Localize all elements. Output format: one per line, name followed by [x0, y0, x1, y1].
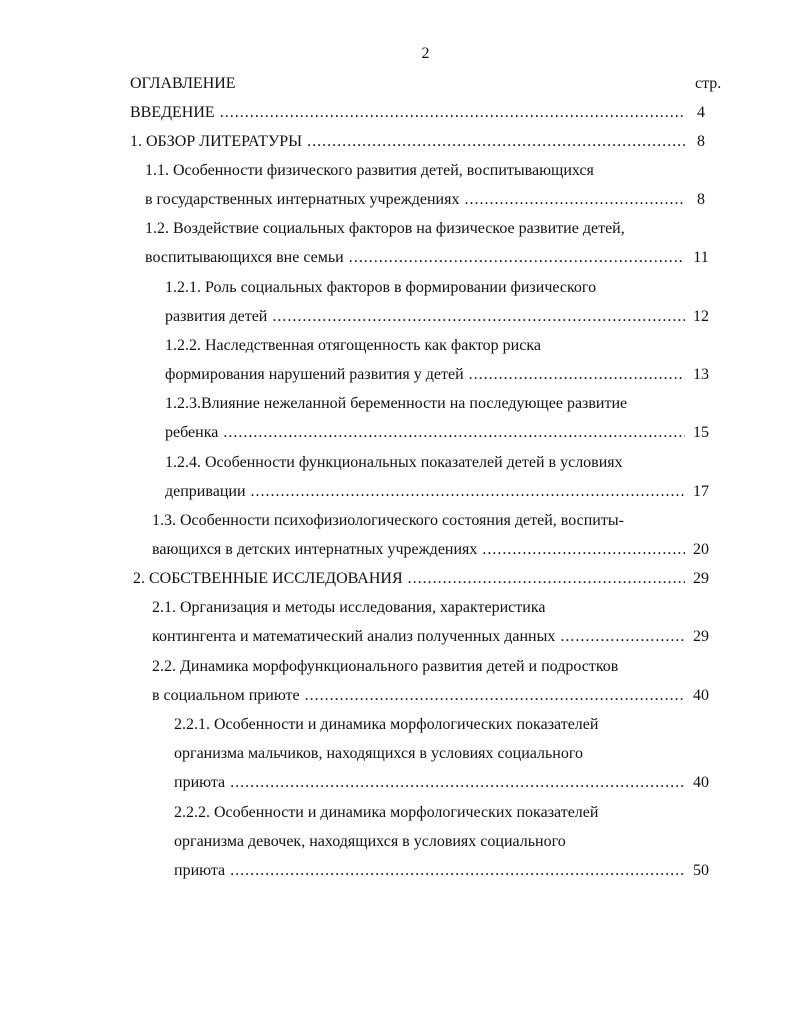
toc-entry-text: 2. СОБСТВЕННЫЕ ИССЛЕДОВАНИЯ .....: [133, 567, 685, 591]
toc-entry-page: 40: [693, 774, 709, 791]
toc-entry-page: 8: [697, 191, 705, 208]
toc-entry-text: 1.3. Особенности психофизиологического состояния детей, воспиты-: [152, 512, 624, 529]
toc-entry-page: 13: [693, 366, 709, 383]
toc-entry-text: 1. ОБЗОР ЛИТЕРАТУРЫ .....: [130, 130, 685, 154]
toc-entry-page: 17: [693, 483, 709, 500]
toc-entry-page: 11: [693, 249, 709, 266]
toc-entry-page: 15: [693, 424, 709, 441]
toc-entry-text: развития детей .....: [165, 305, 685, 329]
toc-entry-page: 50: [693, 862, 709, 879]
toc-entry-page: 4: [697, 104, 705, 121]
toc-entry-page: 20: [693, 541, 709, 558]
toc-entry-text: 1.2.4. Особенности функциональных показателей детей в условиях: [165, 454, 623, 471]
toc-entry-page: 29: [693, 628, 709, 645]
toc-entry-text: в социальном приюте .....: [152, 684, 685, 708]
toc-entry-text: 2.2.2. Особенности и динамика морфологических показателей: [174, 804, 599, 821]
toc-entry-text: ВВЕДЕНИЕ .....: [130, 101, 685, 125]
toc-entry-text: 1.2. Воздействие социальных факторов на физическое развитие детей,: [145, 220, 625, 237]
toc-entry-page: 29: [693, 570, 709, 587]
toc-entry-text: в государственных интернатных учреждениях .....: [145, 188, 685, 212]
toc-entry-text: 1.2.3.Влияние нежеланной беременности на последующее развитие: [165, 395, 628, 412]
toc-entry-text: 1.2.1. Роль социальных факторов в формировании физического: [165, 279, 597, 296]
page-number: 2: [421, 45, 430, 62]
toc-title: ОГЛАВЛЕНИЕ: [130, 75, 236, 92]
toc-entry-text: 1.1. Особенности физического развития детей, воспитывающихся: [145, 162, 594, 179]
toc-entry-page: 8: [697, 133, 705, 150]
toc-entry-text: 2.2. Динамика морфофункционального развития детей и подростков: [152, 658, 619, 675]
toc-entry-text: депривации .....: [165, 480, 685, 504]
toc-entry-text: приюта .....: [174, 859, 685, 883]
toc-entry-text: 2.2.1. Особенности и динамика морфологических показателей: [174, 716, 599, 733]
toc-entry-text: формирования нарушений развития у детей .....: [165, 363, 685, 387]
toc-entry-text: 1.2.2. Наследственная отягощенность как фактор риска: [165, 337, 541, 354]
toc-entry-text: воспитывающихся вне семьи .....: [145, 246, 685, 270]
toc-entry-text: 2.1. Организация и методы исследования, характеристика: [152, 599, 546, 616]
toc-entry-page: 12: [693, 308, 709, 325]
page-column-label: стр.: [695, 75, 722, 92]
toc-entry-text: ребенка .....: [165, 421, 685, 445]
toc-entry-text: вающихся в детских интернатных учреждениях .....: [152, 538, 685, 562]
toc-entry-page: 40: [693, 687, 709, 704]
toc-entry-text: организма мальчиков, находящихся в условиях социального: [174, 745, 584, 762]
toc-entry-text: приюта .....: [174, 771, 685, 795]
toc-entry-text: контингента и математический анализ полученных данных .....: [152, 625, 685, 649]
toc-entry-text: организма девочек, находящихся в условиях социального: [174, 833, 566, 850]
